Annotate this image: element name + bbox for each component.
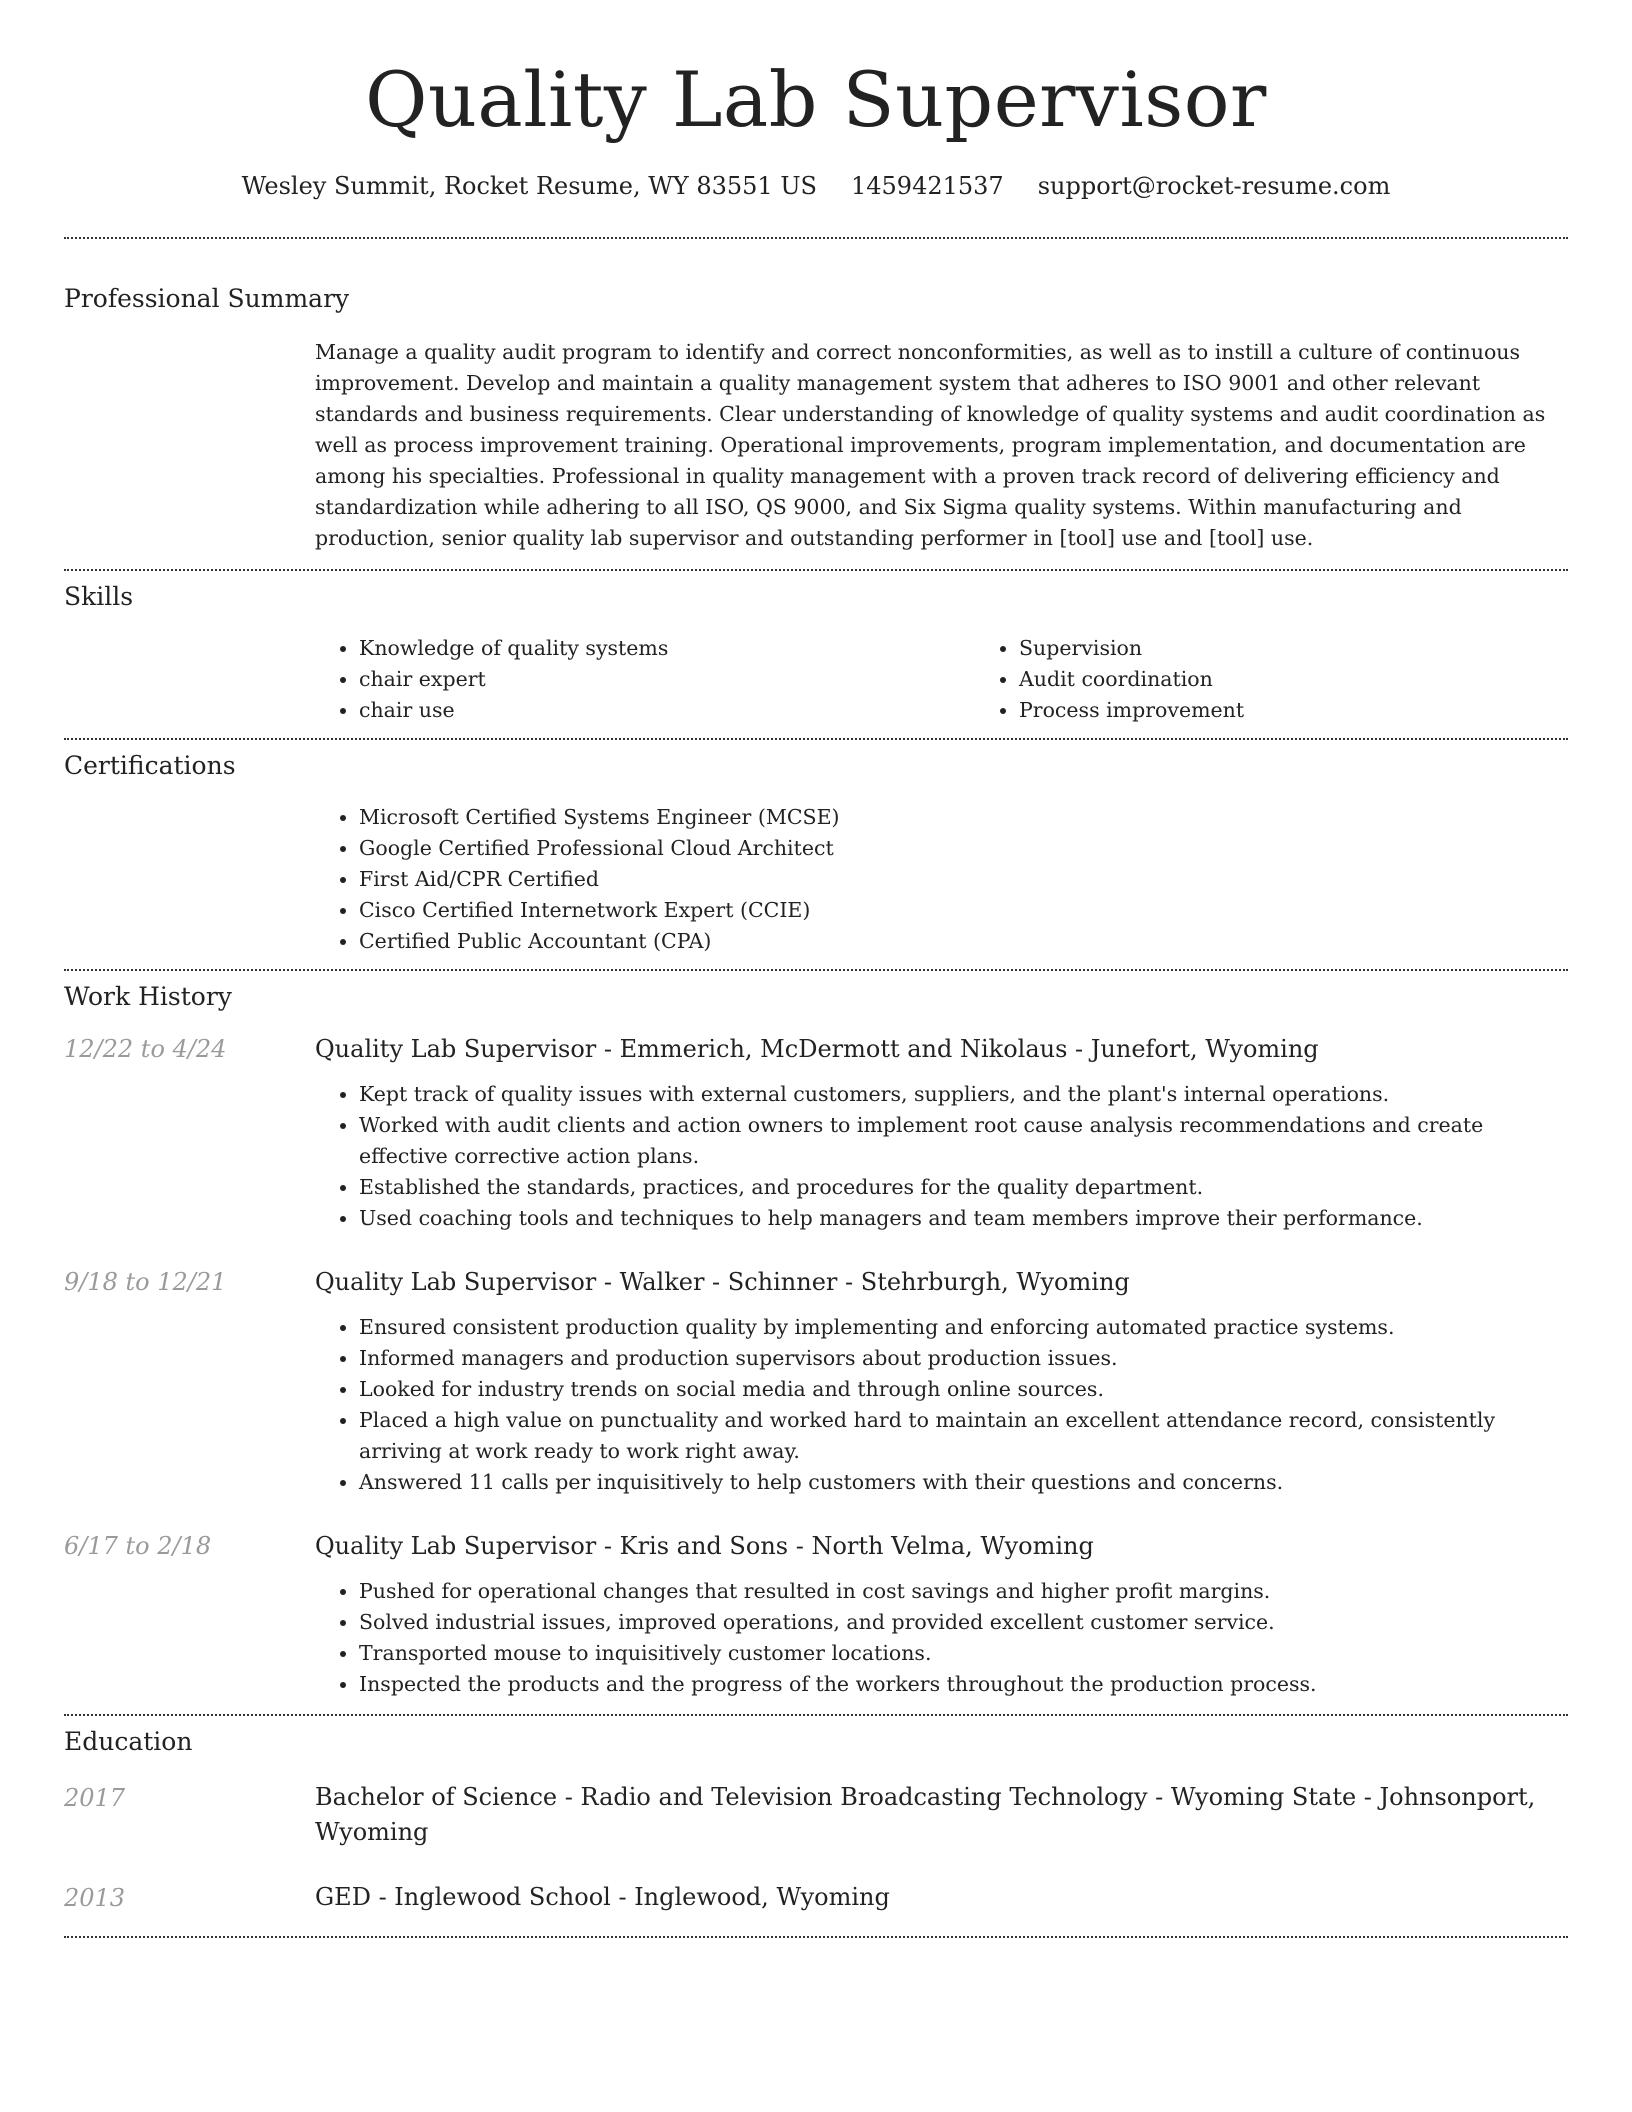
job-bullet: • Informed managers and production supervisors about production issues. — [359, 1343, 1568, 1374]
skill-item: • Supervision — [1019, 633, 1568, 664]
education-section — [64, 1716, 1568, 1936]
skills-section — [64, 571, 1568, 738]
job-bullet: • Placed a high value on punctuality and worked hard to maintain an excellent attendance record, consistently arriving at work ready to work right away. — [359, 1405, 1568, 1467]
certification-item: • Cisco Certified Internetwork Expert (CCIE) — [359, 895, 1568, 926]
contact-email: support@rocket-resume.com — [1037, 172, 1391, 200]
job-bullet: • Ensured consistent production quality by implementing and enforcing automated practice systems. — [359, 1312, 1568, 1343]
education-details — [315, 1780, 1568, 1850]
job-details — [315, 1031, 1568, 1234]
job-dates: 6/17 to 2/18 — [64, 1532, 212, 1560]
section-heading-education: Education — [64, 1727, 193, 1756]
job-bullet: • Solved industrial issues, improved operations, and provided excellent customer service. — [359, 1607, 1568, 1638]
job-bullet: • Looked for industry trends on social media and through online sources. — [359, 1374, 1568, 1405]
job-bullets — [315, 1312, 1568, 1498]
skill-item: • Audit coordination — [1019, 664, 1568, 695]
skills-list-left — [315, 633, 975, 726]
skill-item: • chair expert — [359, 664, 975, 695]
education-entry — [64, 1780, 1568, 1850]
contact-line — [64, 170, 1568, 202]
job-details — [315, 1264, 1568, 1498]
section-heading-skills: Skills — [64, 582, 134, 611]
education-title: GED - Inglewood School - Inglewood, Wyoming — [315, 1883, 890, 1911]
summary-text: Manage a quality audit program to identify and correct nonconformities, as well as to instill a culture of continuous improvement. Develop and maintain a quality management system that adheres to ISO 9001 and other relevant standards and business requirements. Clear understanding of knowledge of quality systems and audit coordination as well as process improvement training. Operational improvements, program implementation, and documentation are among his specialties. Professional in quality management with a proven track record of delivering efficiency and standardization while adhering to all ISO, QS 9000, and Six Sigma quality systems. Within manufacturing and production, senior quality lab supervisor and outstanding performer in [tool] use and [tool] use. — [315, 340, 1546, 550]
section-heading-work-history: Work History — [64, 982, 232, 1011]
work-history-section — [64, 971, 1568, 1714]
education-details — [315, 1880, 1568, 1916]
section-divider — [64, 1936, 1568, 1938]
job-details — [315, 1528, 1568, 1700]
job-title: Quality Lab Supervisor - Emmerich, McDermott and Nikolaus - Junefort, Wyoming — [315, 1035, 1319, 1063]
skill-item: • chair use — [359, 695, 975, 726]
contact-address: Wesley Summit, Rocket Resume, WY 83551 US — [241, 172, 817, 200]
certification-item: • Certified Public Accountant (CPA) — [359, 926, 1568, 957]
skills-grid — [315, 633, 1568, 738]
certifications-body — [315, 802, 1568, 969]
professional-summary-section — [64, 239, 1568, 569]
education-entry — [64, 1880, 1568, 1916]
education-year: 2017 — [64, 1784, 126, 1812]
job-bullets — [315, 1576, 1568, 1700]
education-title: Bachelor of Science - Radio and Television Broadcasting Technology - Wyoming State - Johnsonport, Wyoming — [315, 1783, 1536, 1846]
job-entry — [64, 1031, 1568, 1234]
certification-item: • Microsoft Certified Systems Engineer (MCSE) — [359, 802, 1568, 833]
skill-item: • Knowledge of quality systems — [359, 633, 975, 664]
education-year: 2013 — [64, 1884, 126, 1912]
job-bullet: • Established the standards, practices, and procedures for the quality department. — [359, 1172, 1568, 1203]
certification-item: • First Aid/CPR Certified — [359, 864, 1568, 895]
job-bullet: • Used coaching tools and techniques to help managers and team members improve their performance. — [359, 1203, 1568, 1234]
job-bullet: • Worked with audit clients and action owners to implement root cause analysis recommendations and create effective corrective action plans. — [359, 1110, 1568, 1172]
job-bullet: • Transported mouse to inquisitively customer locations. — [359, 1638, 1568, 1669]
job-bullet: • Inspected the products and the progress of the workers throughout the production process. — [359, 1669, 1568, 1700]
certifications-section — [64, 740, 1568, 969]
skills-list-right — [975, 633, 1568, 726]
job-entry — [64, 1528, 1568, 1700]
contact-phone: 1459421537 — [851, 172, 1004, 200]
section-heading-certifications: Certifications — [64, 751, 236, 780]
job-bullets — [315, 1079, 1568, 1234]
job-dates: 9/18 to 12/21 — [64, 1268, 227, 1296]
resume-title: Quality Lab Supervisor — [365, 55, 1267, 144]
job-title: Quality Lab Supervisor - Walker - Schinner - Stehrburgh, Wyoming — [315, 1268, 1130, 1296]
skill-item: • Process improvement — [1019, 695, 1568, 726]
section-heading-summary: Professional Summary — [64, 284, 350, 313]
certification-item: • Google Certified Professional Cloud Architect — [359, 833, 1568, 864]
certifications-list — [315, 802, 1568, 957]
job-bullet: • Pushed for operational changes that resulted in cost savings and higher profit margins. — [359, 1576, 1568, 1607]
job-title: Quality Lab Supervisor - Kris and Sons - North Velma, Wyoming — [315, 1532, 1094, 1560]
job-dates: 12/22 to 4/24 — [64, 1035, 227, 1063]
job-bullet: • Answered 11 calls per inquisitively to help customers with their questions and concerns. — [359, 1467, 1568, 1498]
job-bullet: • Kept track of quality issues with external customers, suppliers, and the plant's internal operations. — [359, 1079, 1568, 1110]
job-entry — [64, 1264, 1568, 1498]
